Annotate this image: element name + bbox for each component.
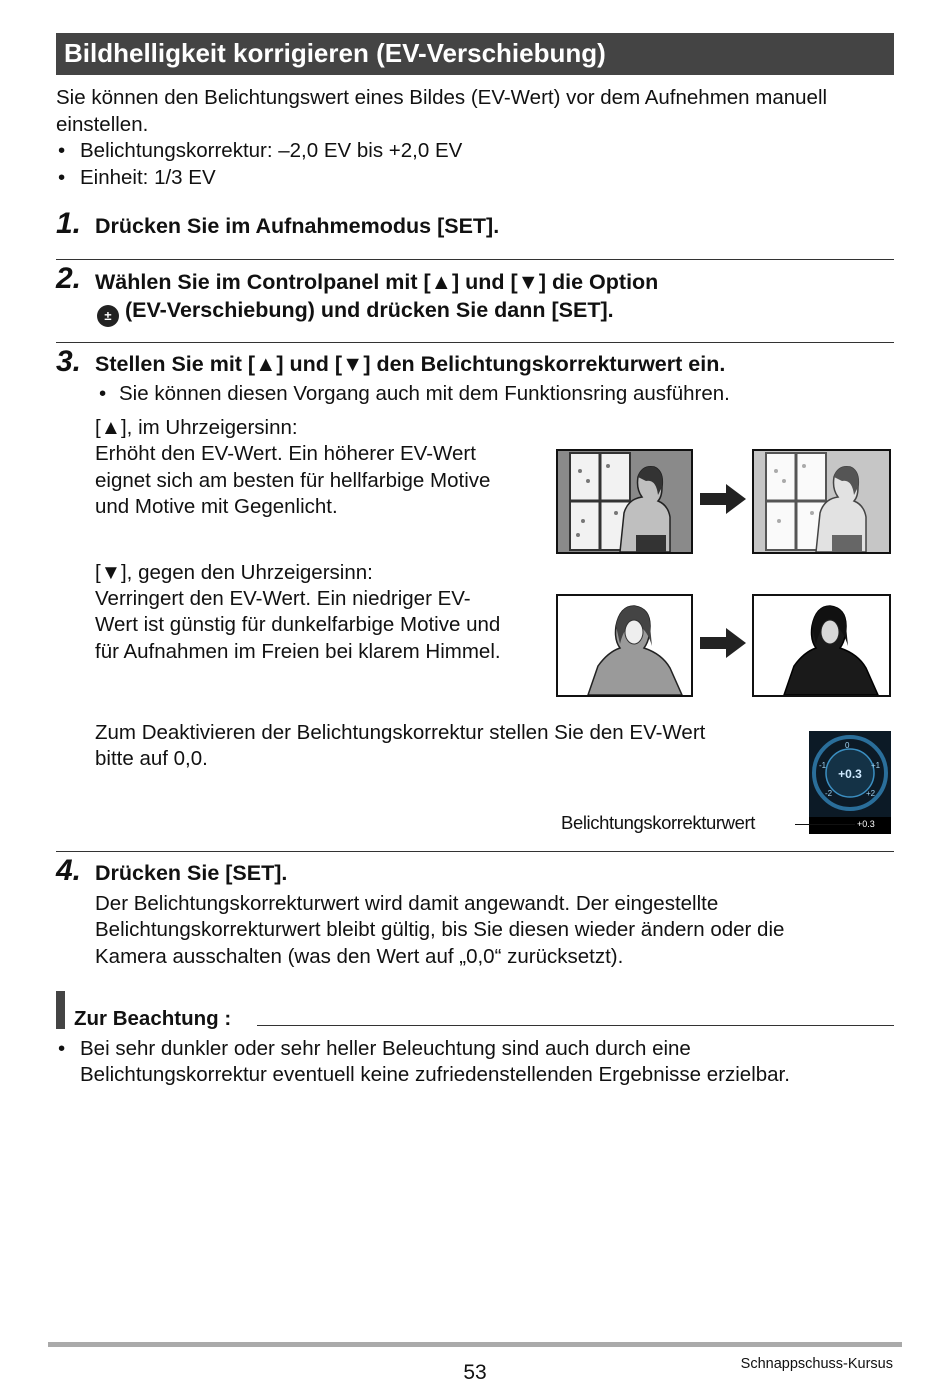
step-4-text-line-3: Kamera ausschalten (was den Wert auf „0,0“ zurücksetzt).	[95, 945, 624, 968]
bullet-dot: •	[58, 1037, 66, 1060]
step-3-title: Stellen Sie mit [▲] und [▼] den Belichtungskorrekturwert ein.	[95, 352, 726, 376]
step-4-title: Drücken Sie [SET].	[95, 861, 288, 885]
intro-bullet-unit: Einheit: 1/3 EV	[80, 166, 216, 189]
dial-tick-right: +1	[871, 761, 881, 770]
dial-readout-value: +0.3	[857, 819, 875, 829]
down-text-line-3: für Aufnahmen im Freien bei klarem Himmel.	[95, 640, 501, 663]
step-4-text-line-2: Belichtungskorrekturwert bleibt gültig, bis Sie diesen wieder ändern oder die	[95, 918, 785, 941]
note-text-line-2: Belichtungskorrektur eventuell keine zufriedenstellenden Ergebnisse erzielbar.	[80, 1063, 790, 1086]
step-3-number: 3.	[56, 345, 82, 378]
dial-readout-bar	[809, 817, 891, 834]
bullet-dot: •	[99, 382, 107, 405]
up-text-line-1: Erhöht den EV-Wert. Ein höherer EV-Wert	[95, 442, 476, 465]
divider	[56, 259, 894, 260]
step-3-bullet: Sie können diesen Vorgang auch mit dem Funktionsring ausführen.	[119, 382, 730, 405]
note-text-line-1: Bei sehr dunkler oder sehr heller Beleuchtung sind auch durch eine	[80, 1037, 691, 1060]
callout-label: Belichtungskorrekturwert	[561, 812, 755, 833]
section-title: Bildhelligkeit korrigieren (EV-Verschiebung)	[64, 38, 606, 68]
note-rule	[257, 1025, 894, 1026]
reset-text-line-1: Zum Deaktivieren der Belichtungskorrektur stellen Sie den EV-Wert	[95, 721, 706, 744]
ev-shift-icon: ±	[97, 305, 119, 327]
dial-center-value: +0.3	[838, 767, 862, 781]
down-heading: [▼], gegen den Uhrzeigersinn:	[95, 561, 373, 584]
step-4-number: 4.	[56, 854, 82, 887]
dial-tick-left: -1	[819, 761, 827, 770]
step-2-title-line-2: (EV-Verschiebung) und drücken Sie dann [SET].	[124, 298, 614, 322]
dial-tick-top: 0	[845, 741, 850, 750]
step-1-number: 1.	[56, 207, 82, 240]
intro-line-1: Sie können den Belichtungswert eines Bildes (EV-Wert) vor dem Aufnehmen manuell	[56, 86, 828, 109]
dial-tick-bottom-right: +2	[866, 789, 876, 798]
ev-dial-screen	[809, 731, 891, 834]
bullet-dot: •	[58, 166, 66, 189]
up-text-line-2: eignet sich am besten für hellfarbige Motive	[95, 469, 491, 492]
note-marker	[56, 991, 65, 1029]
photo-outdoor-darker	[752, 594, 891, 697]
step-2-number: 2.	[56, 262, 82, 295]
note-title: Zur Beachtung :	[74, 1007, 232, 1030]
photo-outdoor-normal	[556, 594, 693, 697]
step-4-text-line-1: Der Belichtungskorrekturwert wird damit angewandt. Der eingestellte	[95, 892, 719, 915]
step-2-title-line-2-wrap	[97, 296, 614, 327]
reset-text-line-2: bitte auf 0,0.	[95, 747, 208, 770]
callout-leader-line	[795, 824, 855, 825]
divider	[56, 342, 894, 343]
step-2-title-line-1: Wählen Sie im Controlpanel mit [▲] und [▼] die Option	[95, 270, 659, 294]
intro-bullet-range: Belichtungskorrektur: –2,0 EV bis +2,0 EV	[80, 139, 463, 162]
up-heading: [▲], im Uhrzeigersinn:	[95, 416, 298, 439]
photo-window-brighter	[752, 449, 891, 554]
bullet-dot: •	[58, 139, 66, 162]
down-text-line-1: Verringert den EV-Wert. Ein niedriger EV-	[95, 587, 471, 610]
divider	[56, 851, 894, 852]
dial-tick-bottom-left: -2	[825, 789, 833, 798]
intro-line-2: einstellen.	[56, 113, 149, 136]
up-text-line-3: und Motive mit Gegenlicht.	[95, 495, 338, 518]
down-text-line-2: Wert ist günstig für dunkelfarbige Motive und	[95, 613, 501, 636]
page-number: 53	[463, 1361, 487, 1384]
step-1-title: Drücken Sie im Aufnahmemodus [SET].	[95, 214, 500, 238]
footer-rule	[48, 1342, 902, 1347]
arrow-right-icon	[700, 484, 746, 514]
arrow-right-icon	[700, 628, 746, 658]
photo-window-normal	[556, 449, 693, 554]
footer-section-name: Schnappschuss-Kursus	[740, 1356, 893, 1372]
